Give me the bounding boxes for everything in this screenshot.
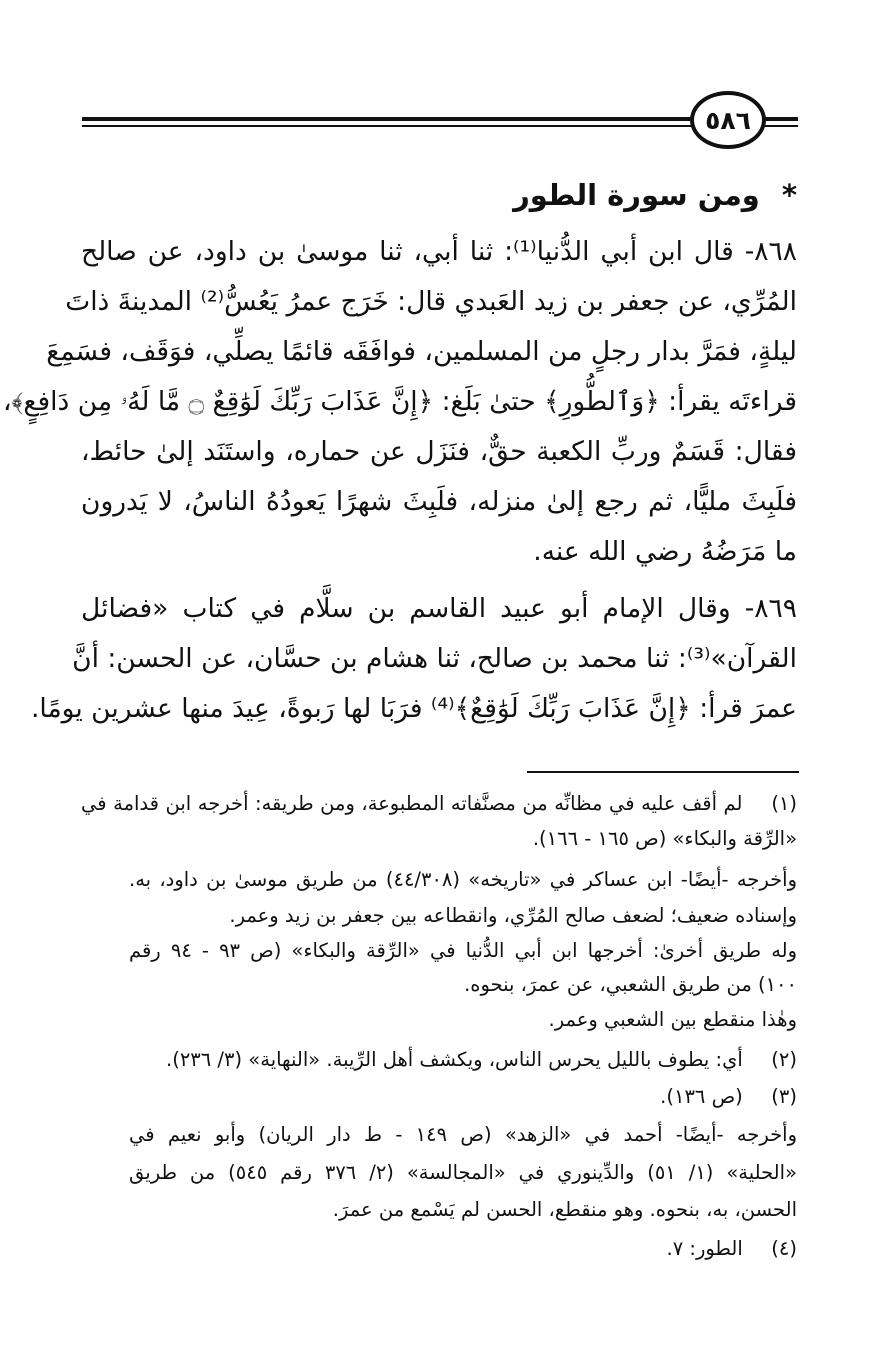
- footnote-line: [81, 787, 797, 821]
- footnote-line: ١٠٠) من طريق الشعبي، عن عمرَ، بنحوه.: [464, 973, 797, 996]
- body-line: ٨٦٩- وقال الإمام أبو عبيد القاسم بن سلَّام في كتاب «فضائل: [81, 593, 797, 624]
- footnote-text: لم أقف عليه في مظانِّه من مصنَّفاته المطبوعة، ومن طريقه: أخرجه ابن قدامة في: [81, 792, 743, 815]
- body-line: فلَبِثَ مليًّا، ثم رجع إلىٰ منزله، فلَبِثَ شهرًا يَعودُهُ الناسُ، لا يَدرون: [81, 486, 797, 517]
- footnote-line: «الحلية» (١/ ٥١) والدِّينوري في «المجالسة» (٢/ ٣٧٦ رقم ٥٤٥) من طريق: [129, 1161, 797, 1184]
- footnote-number: (٢): [771, 1048, 797, 1071]
- footnote-line: وهٰذا منقطع بين الشعبي وعمر.: [548, 1008, 797, 1031]
- footnote-line: «الرِّقة والبكاء» (ص ١٦٥ - ١٦٦).: [532, 827, 797, 850]
- footnote-number: (٤): [771, 1237, 797, 1260]
- body-line: ما مَرَضُهُ رضي الله عنه.: [533, 536, 797, 567]
- body-line: ٨٦٨- قال ابن أبي الدُّنيا⁽¹⁾: ثنا أبي، ثنا موسىٰ بن داود، عن صالح: [81, 236, 797, 267]
- footnote-line: الحسن، به، بنحوه. وهو منقطع، الحسن لم يَسْمع من عمرَ.: [332, 1198, 797, 1221]
- page-number: ٥٨٦: [690, 91, 766, 149]
- footnote-line: وله طريق أخرىٰ: أخرجها ابن أبي الدُّنيا في «الرِّقة والبكاء» (ص ٩٣ - ٩٤ رقم: [129, 939, 798, 962]
- footnote-line: وإسناده ضعيف؛ لضعف صالح المُرِّي، وانقطاعه بين جعفر بن زيد وعمر.: [229, 904, 797, 927]
- footnote-line: [81, 1232, 797, 1266]
- footnote-line: وأخرجه -أيضًا- أحمد في «الزهد» (ص ١٤٩ - ط دار الريان) وأبو نعيم في: [129, 1123, 797, 1146]
- footnote-line: [81, 1080, 797, 1114]
- footnote-text: أي: يطوف بالليل يحرس الناس، ويكشف أهل الرِّيبة. «النهاية» (٣/ ٢٣٦).: [166, 1048, 743, 1071]
- footnote-text: (ص ١٣٦).: [660, 1085, 743, 1108]
- section-title: ومن سورة الطور: [513, 178, 760, 212]
- footnote-line: [81, 1043, 797, 1077]
- body-line: قراءتَه يقرأ: ﴿وَٱلطُّورِ﴾ حتىٰ بَلَغ: ﴿إِنَّ عَذَابَ رَبِّكَ لَوَٰقِعٌ ۝ مَّا لَهُۥ مِن دَافِعٍ﴾،: [3, 386, 797, 417]
- section-star: *: [781, 178, 797, 212]
- section-heading: [81, 175, 797, 215]
- footnote-separator: [527, 771, 799, 773]
- footnote-number: (١): [771, 792, 798, 815]
- body-line: القرآن»⁽³⁾: ثنا محمد بن صالح، ثنا هشام بن حسَّان، عن الحسن: أنَّ: [72, 643, 797, 674]
- body-line: عمرَ قرأ: ﴿إِنَّ عَذَابَ رَبِّكَ لَوَٰقِعٌ﴾⁽⁴⁾ فرَبَا لها رَبوةً، عِيدَ منها عشرين يومًا.: [30, 693, 797, 724]
- body-line: ليلةٍ، فمَرَّ بدار رجلٍ من المسلمين، فوافَقَه قائمًا يصلِّي، فوَقَف، فسَمِعَ: [46, 336, 797, 367]
- footnote-text: الطور: ٧.: [666, 1237, 743, 1260]
- body-line: فقال: قَسَمٌ وربِّ الكعبة حقٌّ، فنَزَل عن حماره، واستَنَد إلىٰ حائط،: [81, 436, 797, 467]
- footnote-line: وأخرجه -أيضًا- ابن عساكر في «تاريخه» (٤٤/٣٠٨) من طريق موسىٰ بن داود، به.: [129, 868, 797, 891]
- body-line: المُرِّي، عن جعفر بن زيد العَبدي قال: خَرَج عمرُ يَعُسُّ⁽²⁾ المدينةَ ذاتَ: [65, 286, 797, 317]
- footnote-number: (٣): [771, 1085, 797, 1108]
